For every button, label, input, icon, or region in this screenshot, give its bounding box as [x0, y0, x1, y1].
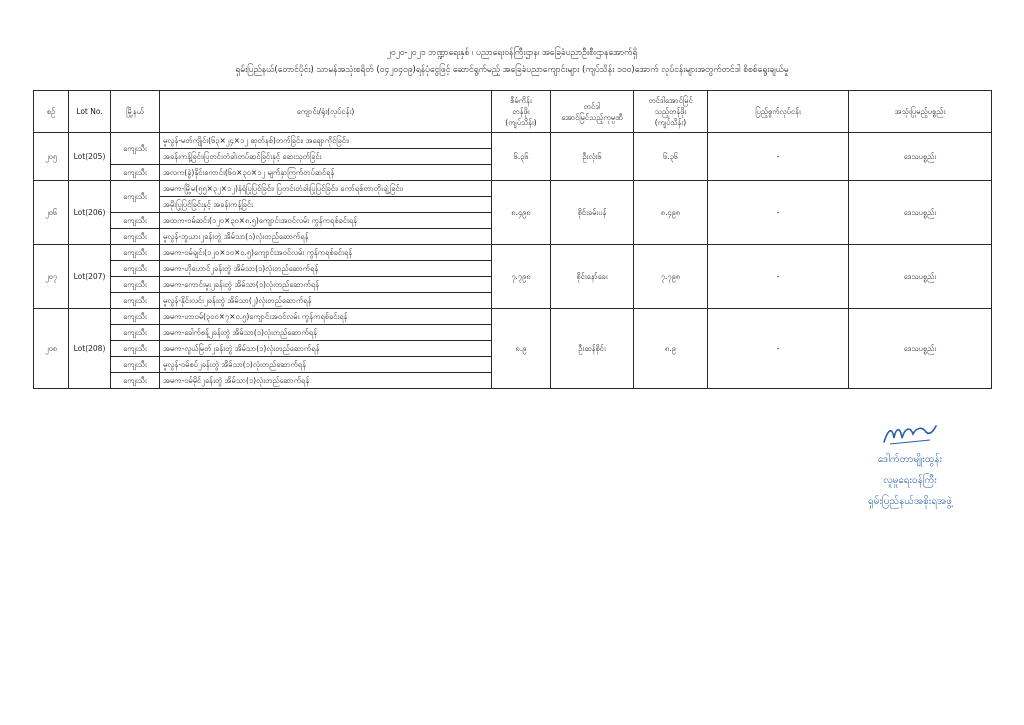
- row-school: အလက(ခွဲ)နိုင်းကောင်း(၆၀×၃၀×၁၂ မျက်နှာကြက်တပ်ဆင်ရန်: [160, 165, 492, 181]
- table-row: [34, 133, 992, 149]
- signature-block: [820, 420, 1010, 520]
- row-township: ကျေးသီး: [111, 245, 160, 261]
- row-estimate: ၆.၃၆: [492, 133, 551, 181]
- row-township: ကျေးသီး: [111, 293, 160, 309]
- header-township: မြို့နယ်: [111, 91, 160, 133]
- row-school: မူလွန်-ဘွယား၂ခန်းတွဲ အိမ်သာ(၁)လုံးတည်ဆောက်ရန်: [160, 229, 492, 245]
- row-no: ၂၀၇: [34, 245, 69, 309]
- title-line-2: ရှမ်းပြည်နယ်(တောင်ပိုင်း) သာမန်အသုံးစရိတ် (၀၄၂၀၄၀၉)ရန်ပုံငွေဖြင့် ဆောင်ရွက်မည့် အခြေခံပညာကျောင်းများ (ကျပ်သိန်း ၁၀၀)အောက် လုပ်ငန်းများအတွက်တင်ဒါ စိစစ်ရွေးချယ်မှု: [235, 65, 789, 75]
- row-remark: ဒေသပစ္စည်း: [849, 245, 992, 309]
- row-school: အမိုးပြုပြင်ခြင်းနှင့် အခန်းကန့်ခြင်း: [160, 197, 492, 213]
- row-won-value: ၇.၇၉၈: [634, 245, 708, 309]
- signer-department: ရှမ်းပြည်နယ်အစိုးရအဖွဲ့: [868, 496, 952, 507]
- row-completed: -: [708, 309, 849, 389]
- row-remark: ဒေသပစ္စည်း: [849, 133, 992, 181]
- row-lot: Lot(206): [69, 181, 111, 245]
- row-school: အမက-လွယ်မြတ်၂ခန်းတွဲ အိမ်သာ(၁)လုံးတည်ဆောက်ရန်: [160, 341, 492, 357]
- row-township: ကျေးသီး: [111, 165, 160, 181]
- header-school: ကျောင်း/ရုံး(လုပ်ငန်း): [160, 91, 492, 133]
- row-school: အမက-ဟိုဟောင်၂ခန်းတွဲ အိမ်သာ(၁)လုံးတည်ဆောက်ရန်: [160, 261, 492, 277]
- table-row: [34, 181, 992, 197]
- row-completed: -: [708, 181, 849, 245]
- row-township: ကျေးသီး: [111, 229, 160, 245]
- header-completed: ပြည့်စွက်လုပ်ငန်း: [708, 91, 849, 133]
- row-township: ကျေးသီး: [111, 373, 160, 389]
- row-lot: Lot(208): [69, 309, 111, 389]
- row-school: အထက-ဝမ်ဆင်း(၁၂၀×၃၀×၈.၅)ကျောင်းအဝင်လမ်း ကွန်ကရစ်ခင်းရန်: [160, 213, 492, 229]
- row-no: ၂၀၆: [34, 181, 69, 245]
- header-lot: Lot No.: [69, 91, 111, 133]
- row-won-value: ၈.၉: [634, 309, 708, 389]
- row-won-value: ၆.၃၆: [634, 133, 708, 181]
- signature-mark: [880, 420, 940, 448]
- row-estimate: ၈.၉: [492, 309, 551, 389]
- row-school: အမက-ဝမ်မိုင်၂ခန်းတွဲ အိမ်သာ(၁)လုံးတည်ဆောက်ရန်: [160, 373, 492, 389]
- row-no: ၂၀၈: [34, 309, 69, 389]
- row-school: မူလွန်-နိုင်းလင်း၂ခန်းတွဲ အိမ်သာ(၂)လုံးတည်ဆောက်ရန်: [160, 293, 492, 309]
- row-township: ကျေးသီး: [111, 325, 160, 341]
- row-township: ကျေးသီး: [111, 261, 160, 277]
- table-row: [34, 245, 992, 261]
- row-township: ကျေးသီး: [111, 133, 160, 165]
- row-winner: စိုင်းနော်ခေး: [551, 245, 634, 309]
- row-estimate: ၇.၇၉၈: [492, 245, 551, 309]
- row-school: အမက-မြို့မ(၅၅×၃၂×၁၂)နံရံပြုပြင်ခြင်း၊ ပြတင်းတံခါးပြုပြင်ခြင်း၊ ကော်ရစ်တာတိုးချဲ့ခြင်း၊: [160, 181, 492, 197]
- row-township: ကျေးသီး: [111, 357, 160, 373]
- row-township: ကျေးသီး: [111, 341, 160, 357]
- row-school: အခန်းကန့်ခြင်း၊ပြတင်းတံခါးတပ်ဆင်ခြင်းနှင့် ဆေးသုတ်ခြင်း: [160, 149, 492, 165]
- row-no: ၂၀၅: [34, 133, 69, 181]
- row-remark: ဒေသပစ္စည်း: [849, 309, 992, 389]
- row-school: အမက-ဟာဝမ်(၃၀၀×၇×၀.၅)ကျောင်းအဝင်လမ်း ကွန်ကရစ်ခင်းရန်: [160, 309, 492, 325]
- row-lot: Lot(205): [69, 133, 111, 181]
- signer-name: ဒေါက်တာမျိုးထွန်း: [877, 454, 943, 465]
- row-remark: ဒေသပစ္စည်း: [849, 181, 992, 245]
- row-school: အမက-ဝမ်ချင်း(၁၂၀×၁၀×၀.၅)ကျောင်းအဝင်လမ်း ကွန်ကရစ်ခင်းရန်: [160, 245, 492, 261]
- header-won-value: တင်ဒါအောင်မြင် သည့်တန်ဖိုး (ကျပ်သိန်း): [634, 91, 708, 133]
- header-remark: အသုံးပြုမည့်ပစ္စည်း: [849, 91, 992, 133]
- title-line-1: ၂၀၂၀-၂၀၂၁ ဘဏ္ဍာရေးနှစ် ၊ ပညာရေးဝန်ကြီးဌာန၊ အခြေခံပညာဦးစီးဌာနအောက်ရှိ: [386, 48, 638, 58]
- row-township: ကျေးသီး: [111, 309, 160, 325]
- signer-position: လူမှုရေးဝန်ကြီး: [883, 475, 937, 486]
- row-school: မူလွန်-ဝမ်စပ်၂ခန်းတွဲ အိမ်သာ(၁)လုံးတည်ဆောက်ရန်: [160, 357, 492, 373]
- row-completed: -: [708, 133, 849, 181]
- row-school: အမက-ခေါက်စန့်၂ခန်းတွဲ အိမ်သာ(၁)လုံးတည်ဆောက်ရန်: [160, 325, 492, 341]
- row-township: ကျေးသီး: [111, 277, 160, 293]
- table-row: [34, 309, 992, 325]
- row-school: မူလွန်-မတ်ကျိုင်း(၆၃×၂၄×၁၂ ဆုတ်နစ်)တက်ခြင်း၊ အချောကိုင်ခြင်း၊: [160, 133, 492, 149]
- row-winner: ဦးဆန်စိုင်း: [551, 309, 634, 389]
- row-school: အမက-ကောင်းမူး၂ခန်းတွဲ အိမ်သာ(၁)လုံးတည်ဆောက်ရန်: [160, 277, 492, 293]
- table-header-row: [34, 91, 992, 133]
- row-estimate: ၈.၄၉၈: [492, 181, 551, 245]
- row-won-value: ၈.၄၉၈: [634, 181, 708, 245]
- row-township: ကျေးသီး: [111, 213, 160, 229]
- row-winner: စိုင်းခမ်းပန်: [551, 181, 634, 245]
- row-lot: Lot(207): [69, 245, 111, 309]
- header-no: စဉ်: [34, 91, 69, 133]
- header-estimate: စီမံကိန်း တန်ဖိုး (ကျပ်သိန်း): [492, 91, 551, 133]
- row-completed: -: [708, 245, 849, 309]
- row-winner: ဦးလုံး၆: [551, 133, 634, 181]
- tender-table: [33, 90, 992, 389]
- header-winner: တင်ဒါ အောင်မြင်သည့်ကုမ္ပဏီ: [551, 91, 634, 133]
- row-township: ကျေးသီး: [111, 181, 160, 213]
